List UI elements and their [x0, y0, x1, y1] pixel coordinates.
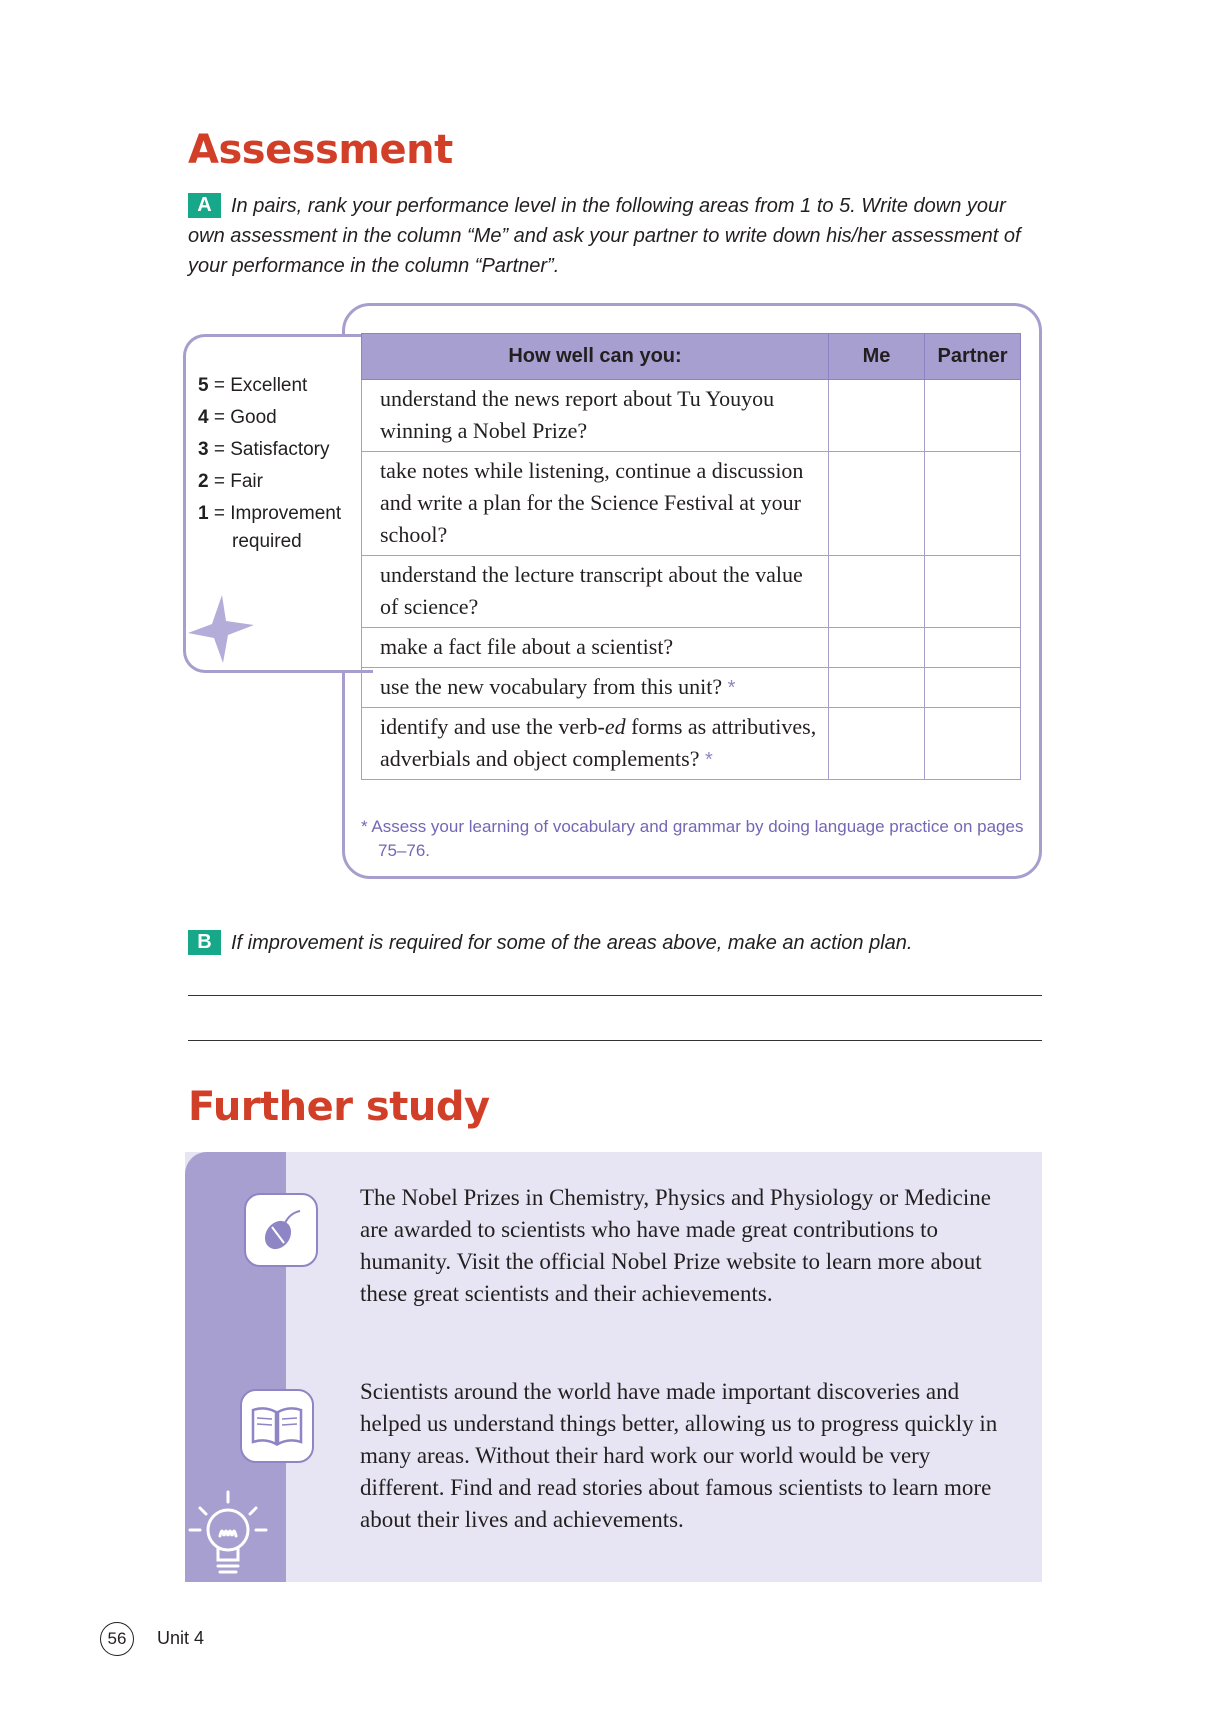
me-rating-cell[interactable] — [829, 556, 925, 628]
further-study-paragraph-2: Scientists around the world have made important discoveries and helped us understand things better, allowing us to progress quickly in many areas. Without their hard work our world would be very different. Find and read stories about famous scientists to learn more about their lives and achievements. — [360, 1379, 998, 1532]
column-header-skill: How well can you: — [362, 334, 829, 380]
legend-item: 3 = Satisfactory — [198, 439, 330, 460]
task-b-text: If improvement is required for some of the areas above, make an action plan. — [231, 932, 913, 954]
page-number: 56 — [100, 1622, 134, 1656]
skill-cell: use the new vocabulary from this unit? * — [362, 668, 829, 708]
skill-cell: take notes while listening, continue a discussion and write a plan for the Science Festival at your school? — [362, 452, 829, 556]
table-row — [362, 452, 1021, 556]
table-row — [362, 556, 1021, 628]
column-header-partner: Partner — [925, 334, 1021, 380]
light-bulb-icon — [186, 1478, 270, 1580]
partner-rating-cell[interactable] — [925, 452, 1021, 556]
star-icon — [186, 595, 256, 665]
action-plan-line[interactable] — [188, 1040, 1042, 1041]
me-rating-cell[interactable] — [829, 452, 925, 556]
table-row — [362, 668, 1021, 708]
assessment-heading: Assessment — [188, 127, 453, 173]
table-row — [362, 708, 1021, 780]
me-rating-cell[interactable] — [829, 628, 925, 668]
me-rating-cell[interactable] — [829, 668, 925, 708]
partner-rating-cell[interactable] — [925, 380, 1021, 452]
table-header-row — [362, 334, 1021, 380]
partner-rating-cell[interactable] — [925, 628, 1021, 668]
task-a-text: In pairs, rank your performance level in the following areas from 1 to 5. Write down your own assessment in the column “Me” and ask your partner to write down his/her assessment of your performance in the column “Partner”. — [188, 195, 1021, 277]
me-rating-cell[interactable] — [829, 380, 925, 452]
skill-cell: understand the lecture transcript about the value of science? — [362, 556, 829, 628]
skill-cell: make a fact file about a scientist? — [362, 628, 829, 668]
me-rating-cell[interactable] — [829, 708, 925, 780]
legend-item-continuation: required — [232, 531, 302, 552]
further-study-heading: Further study — [188, 1084, 490, 1130]
column-header-me: Me — [829, 334, 925, 380]
skill-cell: identify and use the verb-ed forms as attributives, adverbials and object complements? * — [362, 708, 829, 780]
task-a-badge: A — [188, 193, 221, 218]
table-row — [362, 628, 1021, 668]
task-a-instruction — [188, 191, 1048, 281]
legend-item: 2 = Fair — [198, 471, 263, 492]
partner-rating-cell[interactable] — [925, 668, 1021, 708]
action-plan-line[interactable] — [188, 995, 1042, 996]
computer-mouse-icon — [244, 1193, 318, 1267]
task-b-instruction — [188, 928, 1048, 958]
legend-item: 1 = Improvement — [198, 503, 342, 524]
table-row — [362, 380, 1021, 452]
rating-legend — [198, 370, 363, 554]
skill-cell: understand the news report about Tu Youyou winning a Nobel Prize? — [362, 380, 829, 452]
legend-item: 5 = Excellent — [198, 375, 308, 396]
further-study-paragraph-1: The Nobel Prizes in Chemistry, Physics and Physiology or Medicine are awarded to scientists who have made great contributions to humanity. Visit the official Nobel Prize website to learn more about these great scientists and their achievements. — [360, 1185, 991, 1306]
footnote: * Assess your learning of vocabulary and grammar by doing language practice on pages 75–76. — [361, 817, 1024, 860]
self-assessment-table — [361, 333, 1021, 780]
partner-rating-cell[interactable] — [925, 708, 1021, 780]
partner-rating-cell[interactable] — [925, 556, 1021, 628]
unit-label: Unit 4 — [157, 1628, 205, 1648]
open-book-icon — [240, 1389, 314, 1463]
task-b-badge: B — [188, 930, 221, 955]
legend-item: 4 = Good — [198, 407, 277, 428]
